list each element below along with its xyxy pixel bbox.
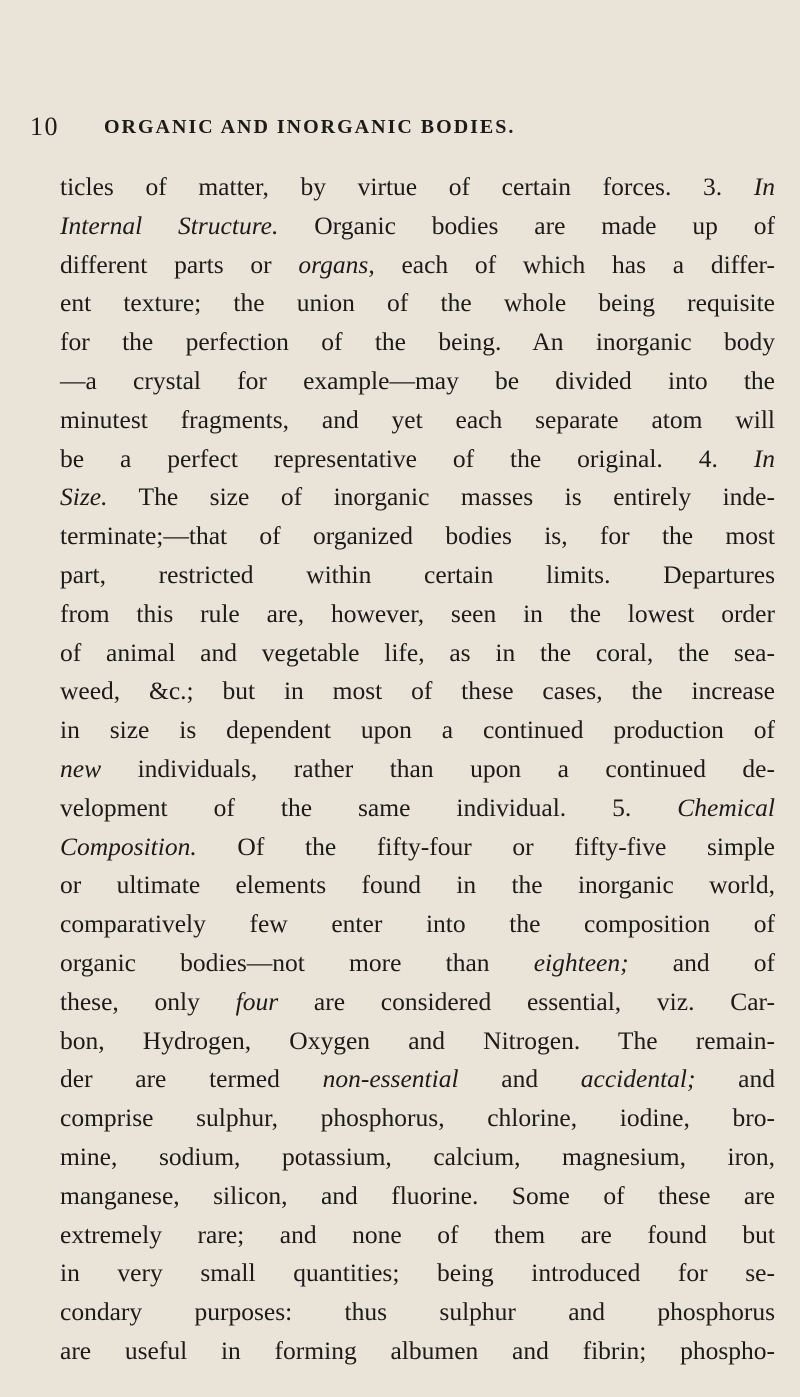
text-run: der are termed (60, 1064, 323, 1094)
text-run: in size is dependent upon a continued production of (60, 715, 775, 745)
text-run: extremely rare; and none of them are found but (60, 1219, 775, 1249)
text-run: weed, &c.; but in most of these cases, the increase (60, 676, 775, 706)
text-line (60, 828, 775, 867)
text-line (60, 1060, 775, 1099)
text-run: condary purposes: thus sulphur and phosphorus (60, 1297, 775, 1327)
italic-text: Composition. (60, 831, 197, 861)
text-line (60, 1022, 775, 1061)
text-line (60, 711, 775, 750)
italic-text: In (753, 443, 775, 473)
text-line (60, 1216, 775, 1255)
text-run: terminate;—that of organized bodies is, for the most (60, 521, 775, 551)
italic-text: Chemical (677, 792, 775, 822)
text-run: different parts or (60, 249, 299, 279)
text-run: part, restricted within certain limits. Departures (60, 559, 775, 589)
text-line (60, 207, 775, 246)
text-run: are considered essential, viz. Car- (278, 986, 776, 1016)
text-run: —a crystal for example—may be divided into the (60, 365, 775, 395)
text-line (60, 1293, 775, 1332)
text-run: each of which has a differ- (374, 249, 775, 279)
page-number: 10 (30, 112, 59, 141)
text-run: ticles of matter, by virtue of certain forces. 3. (60, 172, 754, 201)
text-line (60, 1254, 775, 1293)
text-run: individuals, rather than upon a continued de- (101, 753, 775, 783)
text-line (60, 323, 775, 362)
italic-text: eighteen; (533, 947, 629, 977)
text-line (60, 983, 775, 1022)
text-line (60, 284, 775, 323)
text-run: and (458, 1064, 581, 1094)
text-line (60, 401, 775, 440)
text-run: these, only (60, 986, 236, 1016)
italic-text: new (60, 753, 102, 783)
italic-text: organs, (298, 249, 375, 279)
italic-text: Internal Structure. (60, 210, 279, 240)
text-line (60, 1099, 775, 1138)
text-line (60, 246, 775, 285)
text-run: for the perfection of the being. An inorganic body (60, 327, 775, 357)
running-head (30, 112, 730, 148)
text-line (60, 517, 775, 556)
text-line (60, 1332, 775, 1371)
text-run: The size of inorganic masses is entirely inde- (107, 482, 775, 512)
text-run: minutest fragments, and yet each separate atom will (60, 404, 775, 434)
italic-text: accidental; (580, 1064, 696, 1094)
text-line (60, 1177, 775, 1216)
italic-text: non-essential (322, 1064, 459, 1094)
text-line (60, 478, 775, 517)
text-line (60, 1138, 775, 1177)
text-run: be a perfect representative of the original. 4. (60, 443, 754, 473)
text-run: are useful in forming albumen and fibrin; phospho- (60, 1335, 775, 1365)
text-line (60, 789, 775, 828)
text-run: comprise sulphur, phosphorus, chlorine, iodine, bro- (60, 1103, 775, 1133)
text-run: from this rule are, however, seen in the lowest order (60, 598, 775, 628)
text-run: Organic bodies are made up of (278, 210, 775, 240)
running-title: ORGANIC AND INORGANIC BODIES. (104, 116, 516, 138)
text-line (60, 944, 775, 983)
text-line (60, 440, 775, 479)
text-run: ent texture; the union of the whole being requisite (60, 288, 775, 318)
text-line (60, 672, 775, 711)
italic-text: In (753, 172, 775, 201)
text-run: Of the fifty-four or fifty-five simple (196, 831, 775, 861)
text-line (60, 634, 775, 673)
text-run: and (695, 1064, 775, 1094)
text-run: comparatively few enter into the composition of (60, 909, 775, 939)
text-run: of animal and vegetable life, as in the coral, the sea- (60, 637, 775, 667)
text-line (60, 168, 775, 207)
text-run: bon, Hydrogen, Oxygen and Nitrogen. The remain- (60, 1025, 775, 1055)
text-run: organic bodies—not more than (60, 947, 534, 977)
italic-text: four (235, 986, 279, 1016)
text-run: manganese, silicon, and fluorine. Some of these are (60, 1180, 775, 1210)
text-line (60, 866, 775, 905)
text-line (60, 595, 775, 634)
text-run: velopment of the same individual. 5. (60, 792, 678, 822)
text-run: in very small quantities; being introduced for se- (60, 1258, 775, 1288)
text-run: mine, sodium, potassium, calcium, magnesium, iron, (60, 1141, 775, 1171)
text-line (60, 556, 775, 595)
body-text (60, 168, 775, 1371)
text-run: or ultimate elements found in the inorganic world, (60, 870, 775, 900)
text-line (60, 750, 775, 789)
text-line (60, 362, 775, 401)
text-line (60, 905, 775, 944)
italic-text: Size. (60, 482, 108, 512)
text-run: and of (628, 947, 776, 977)
